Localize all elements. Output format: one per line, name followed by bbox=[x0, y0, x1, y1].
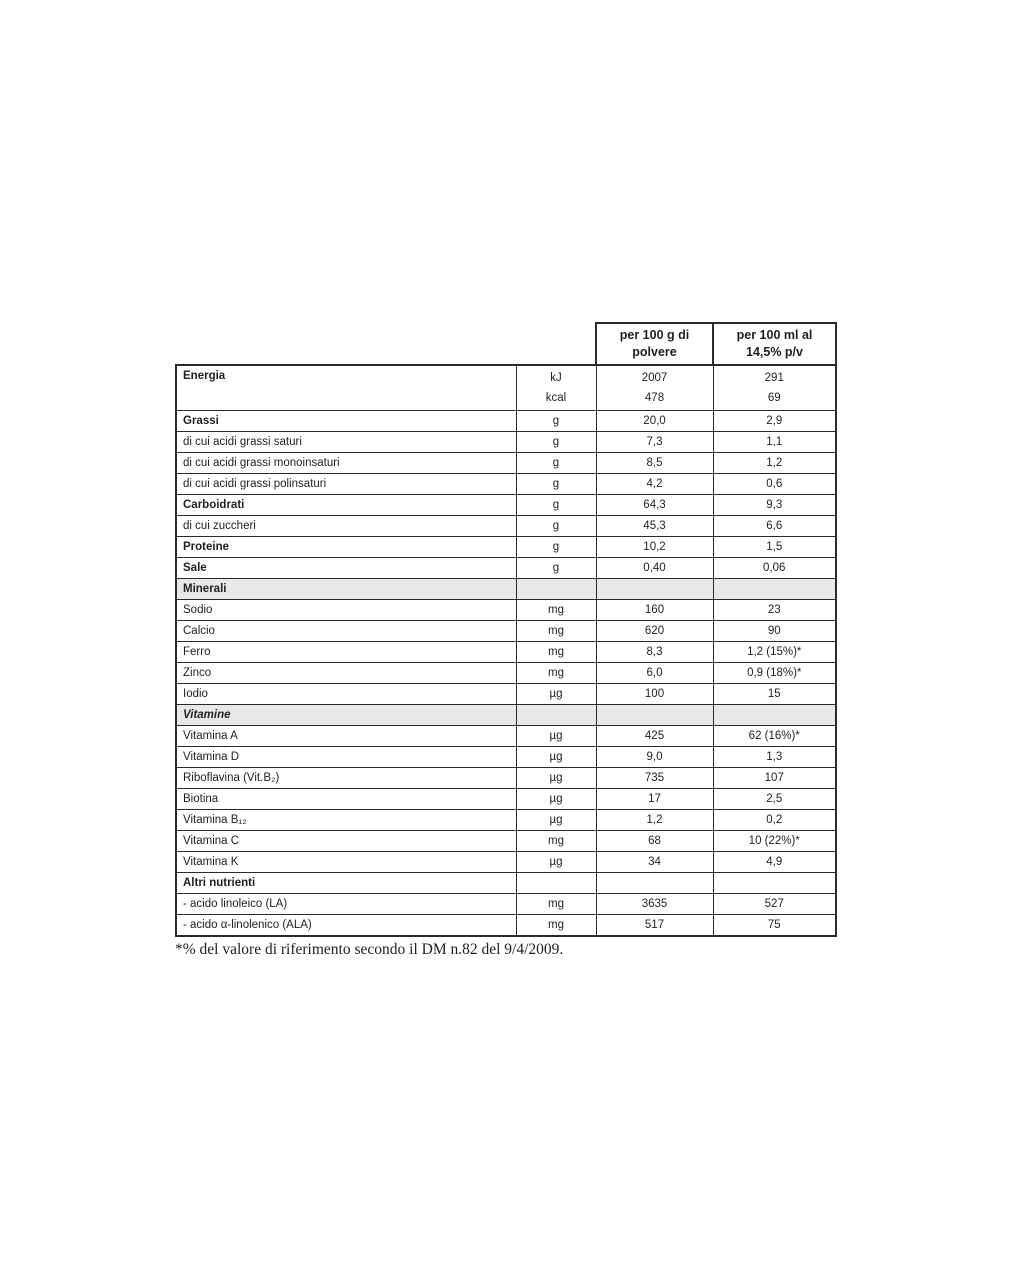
row-value-per-100g: 34 bbox=[596, 852, 713, 873]
row-value-per-100ml: 1,5 bbox=[713, 537, 836, 558]
row-unit: µg bbox=[516, 726, 596, 747]
row-value-per-100g: 1,2 bbox=[596, 810, 713, 831]
row-value-per-100g: 10,2 bbox=[596, 537, 713, 558]
table-header-row bbox=[176, 323, 836, 365]
table-row bbox=[176, 663, 836, 684]
row-label: Altri nutrienti bbox=[176, 873, 516, 894]
table-row bbox=[176, 432, 836, 453]
row-label: - acido linoleico (LA) bbox=[176, 894, 516, 915]
row-label: Minerali bbox=[176, 579, 516, 600]
row-label: Vitamina B₁₂ bbox=[176, 810, 516, 831]
row-value-per-100g: 64,3 bbox=[596, 495, 713, 516]
row-unit: mg bbox=[516, 642, 596, 663]
row-label: Ferro bbox=[176, 642, 516, 663]
row-value-per-100g: 8,5 bbox=[596, 453, 713, 474]
table-row bbox=[176, 474, 836, 495]
row-unit bbox=[516, 579, 596, 600]
row-value-per-100ml: 1,2 (15%)* bbox=[713, 642, 836, 663]
row-label: Vitamina D bbox=[176, 747, 516, 768]
row-value-per-100g: 100 bbox=[596, 684, 713, 705]
row-label: di cui acidi grassi polinsaturi bbox=[176, 474, 516, 495]
row-value-per-100g: 45,3 bbox=[596, 516, 713, 537]
row-unit: mg bbox=[516, 621, 596, 642]
row-unit: g bbox=[516, 558, 596, 579]
table-row bbox=[176, 915, 836, 937]
row-value-per-100ml: 0,6 bbox=[713, 474, 836, 495]
row-value-per-100g: 425 bbox=[596, 726, 713, 747]
table-row bbox=[176, 810, 836, 831]
row-value-per-100ml: 15 bbox=[713, 684, 836, 705]
row-value-per-100ml: 1,3 bbox=[713, 747, 836, 768]
table-row bbox=[176, 747, 836, 768]
table-row bbox=[176, 537, 836, 558]
row-unit: g bbox=[516, 474, 596, 495]
table-row bbox=[176, 768, 836, 789]
row-value-per-100ml: 0,2 bbox=[713, 810, 836, 831]
row-value-per-100ml: 291 69 bbox=[713, 365, 836, 411]
row-value-per-100g bbox=[596, 705, 713, 726]
row-unit: µg bbox=[516, 747, 596, 768]
row-label: Energia bbox=[176, 365, 516, 411]
row-value-per-100ml: 2,5 bbox=[713, 789, 836, 810]
row-label: Iodio bbox=[176, 684, 516, 705]
row-label: Proteine bbox=[176, 537, 516, 558]
row-value-per-100ml: 9,3 bbox=[713, 495, 836, 516]
row-value-per-100ml: 1,2 bbox=[713, 453, 836, 474]
row-value-per-100g: 517 bbox=[596, 915, 713, 937]
row-unit bbox=[516, 705, 596, 726]
row-value-per-100ml bbox=[713, 579, 836, 600]
row-value-per-100ml: 107 bbox=[713, 768, 836, 789]
row-value-per-100g: 20,0 bbox=[596, 411, 713, 432]
row-value-per-100g: 620 bbox=[596, 621, 713, 642]
row-unit: µg bbox=[516, 789, 596, 810]
row-unit: mg bbox=[516, 894, 596, 915]
row-value-per-100ml bbox=[713, 705, 836, 726]
row-value-per-100ml: 527 bbox=[713, 894, 836, 915]
row-value-per-100ml: 90 bbox=[713, 621, 836, 642]
row-value-per-100g: 8,3 bbox=[596, 642, 713, 663]
row-unit: µg bbox=[516, 684, 596, 705]
row-value-per-100g: 4,2 bbox=[596, 474, 713, 495]
row-value-per-100g: 735 bbox=[596, 768, 713, 789]
header-spacer bbox=[176, 323, 596, 365]
row-label: di cui zuccheri bbox=[176, 516, 516, 537]
row-label: Biotina bbox=[176, 789, 516, 810]
table-header bbox=[176, 323, 836, 365]
row-value-per-100g: 160 bbox=[596, 600, 713, 621]
table-row bbox=[176, 705, 836, 726]
row-label: Carboidrati bbox=[176, 495, 516, 516]
row-value-per-100g: 0,40 bbox=[596, 558, 713, 579]
row-value-per-100g bbox=[596, 873, 713, 894]
row-unit: mg bbox=[516, 663, 596, 684]
row-label: - acido α-linolenico (ALA) bbox=[176, 915, 516, 937]
row-value-per-100ml: 4,9 bbox=[713, 852, 836, 873]
row-label: Riboflavina (Vit.B₂) bbox=[176, 768, 516, 789]
nutrition-facts-table bbox=[175, 322, 837, 937]
row-value-per-100ml: 6,6 bbox=[713, 516, 836, 537]
table-row bbox=[176, 495, 836, 516]
row-value-per-100g: 17 bbox=[596, 789, 713, 810]
table-row bbox=[176, 516, 836, 537]
row-label: Vitamina C bbox=[176, 831, 516, 852]
table-row bbox=[176, 411, 836, 432]
nutrition-table bbox=[175, 322, 835, 937]
row-unit: mg bbox=[516, 915, 596, 937]
column-header-line: per 100 g di bbox=[619, 328, 690, 342]
row-unit: g bbox=[516, 453, 596, 474]
row-value-per-100g: 6,0 bbox=[596, 663, 713, 684]
row-unit: g bbox=[516, 516, 596, 537]
row-value-per-100g: 3635 bbox=[596, 894, 713, 915]
row-value-per-100g: 2007 478 bbox=[596, 365, 713, 411]
row-value-per-100ml bbox=[713, 873, 836, 894]
row-unit: g bbox=[516, 495, 596, 516]
row-unit: g bbox=[516, 411, 596, 432]
table-row bbox=[176, 642, 836, 663]
row-label: Calcio bbox=[176, 621, 516, 642]
row-label: Zinco bbox=[176, 663, 516, 684]
table-row bbox=[176, 852, 836, 873]
row-unit: g bbox=[516, 432, 596, 453]
row-unit: mg bbox=[516, 600, 596, 621]
column-header-per-100g bbox=[596, 323, 713, 365]
row-value-per-100ml: 10 (22%)* bbox=[713, 831, 836, 852]
table-row bbox=[176, 873, 836, 894]
row-label: di cui acidi grassi monoinsaturi bbox=[176, 453, 516, 474]
column-header-line: 14,5% p/v bbox=[746, 345, 803, 359]
row-value-per-100g: 9,0 bbox=[596, 747, 713, 768]
row-value-per-100ml: 62 (16%)* bbox=[713, 726, 836, 747]
table-row bbox=[176, 453, 836, 474]
row-unit bbox=[516, 873, 596, 894]
row-unit: µg bbox=[516, 768, 596, 789]
row-value-per-100ml: 0,9 (18%)* bbox=[713, 663, 836, 684]
row-label: Sale bbox=[176, 558, 516, 579]
row-unit: µg bbox=[516, 810, 596, 831]
row-value-per-100ml: 0,06 bbox=[713, 558, 836, 579]
table-row bbox=[176, 684, 836, 705]
row-value-per-100ml: 75 bbox=[713, 915, 836, 937]
row-value-per-100g: 7,3 bbox=[596, 432, 713, 453]
table-row bbox=[176, 365, 836, 411]
row-unit: g bbox=[516, 537, 596, 558]
footnote: *% del valore di riferimento secondo il DM n.82 del 9/4/2009. bbox=[175, 941, 564, 958]
table-row bbox=[176, 726, 836, 747]
nutrition-table-body bbox=[176, 365, 836, 936]
table-row bbox=[176, 558, 836, 579]
row-value-per-100ml: 2,9 bbox=[713, 411, 836, 432]
row-label: Vitamina K bbox=[176, 852, 516, 873]
table-row bbox=[176, 789, 836, 810]
row-value-per-100g bbox=[596, 579, 713, 600]
row-label: Grassi bbox=[176, 411, 516, 432]
column-header-line: polvere bbox=[632, 345, 677, 359]
column-header-per-100ml bbox=[713, 323, 836, 365]
table-row bbox=[176, 894, 836, 915]
row-value-per-100ml: 23 bbox=[713, 600, 836, 621]
row-label: Sodio bbox=[176, 600, 516, 621]
row-label: Vitamina A bbox=[176, 726, 516, 747]
table-row bbox=[176, 579, 836, 600]
row-unit: kJ kcal bbox=[516, 365, 596, 411]
table-row bbox=[176, 831, 836, 852]
row-unit: µg bbox=[516, 852, 596, 873]
row-value-per-100ml: 1,1 bbox=[713, 432, 836, 453]
row-unit: mg bbox=[516, 831, 596, 852]
row-value-per-100g: 68 bbox=[596, 831, 713, 852]
table-row bbox=[176, 600, 836, 621]
column-header-line: per 100 ml al bbox=[736, 328, 813, 342]
row-label: di cui acidi grassi saturi bbox=[176, 432, 516, 453]
row-label: Vitamine bbox=[176, 705, 516, 726]
table-row bbox=[176, 621, 836, 642]
